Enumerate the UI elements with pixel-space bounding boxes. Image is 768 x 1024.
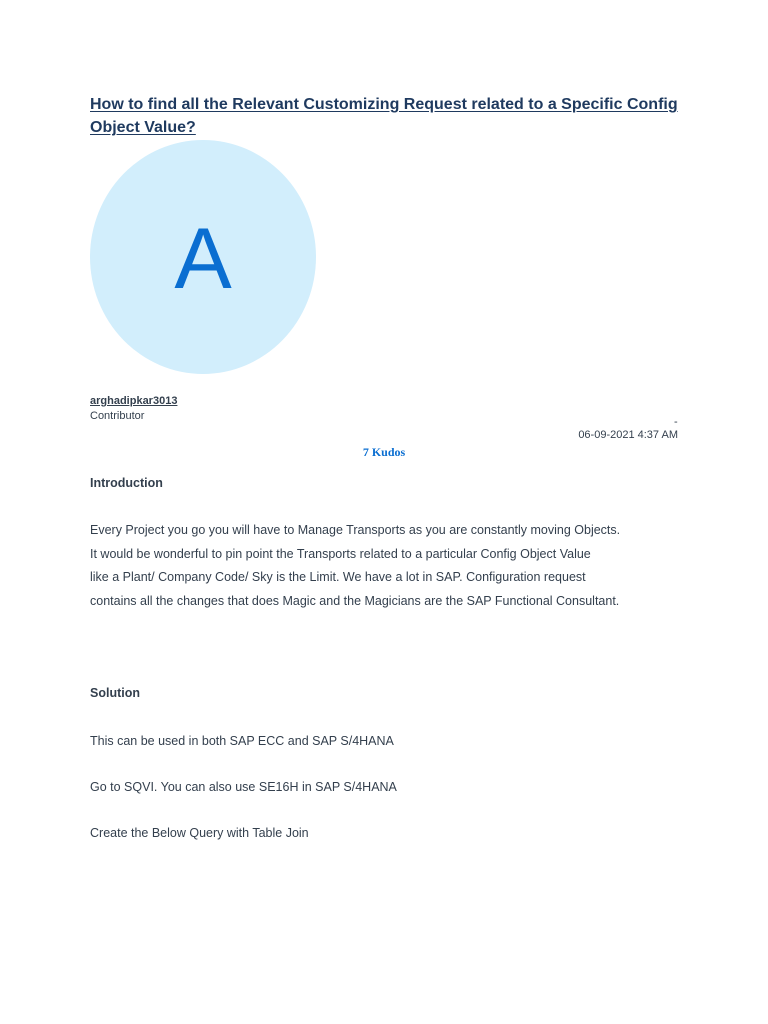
author-role: Contributor xyxy=(90,410,145,422)
author-name-link[interactable]: arghadipkar3013 xyxy=(90,395,178,407)
avatar[interactable] xyxy=(90,140,316,374)
article-page xyxy=(90,0,680,1024)
kudos-count[interactable]: 7 Kudos xyxy=(362,445,406,459)
intro-line: contains all the changes that does Magic and the Magicians are the SAP Functional Consultant. xyxy=(90,593,620,608)
intro-line: like a Plant/ Company Code/ Sky is the Limit. We have a lot in SAP. Configuration request xyxy=(90,570,586,584)
solution-paragraph: Go to SQVI. You can also use SE16H in SAP S/4HANA xyxy=(90,780,397,794)
solution-paragraph: This can be used in both SAP ECC and SAP S/4HANA xyxy=(90,734,394,748)
intro-line: It would be wonderful to pin point the Transports related to a particular Config Object Value xyxy=(90,546,591,561)
introduction-paragraph xyxy=(90,519,620,613)
introduction-heading: Introduction xyxy=(90,476,163,490)
solution-heading: Solution xyxy=(90,686,140,700)
post-date: 06-09-2021 4:37 AM xyxy=(578,429,678,441)
intro-line: Every Project you go you will have to Manage Transports as you are constantly moving Objects. xyxy=(90,523,621,537)
article-title[interactable]: How to find all the Relevant Customizing Request related to a Specific Config Object Value? xyxy=(90,96,678,136)
avatar-letter: A xyxy=(174,211,232,307)
solution-paragraph: Create the Below Query with Table Join xyxy=(90,826,309,840)
date-dash: - xyxy=(674,416,678,428)
